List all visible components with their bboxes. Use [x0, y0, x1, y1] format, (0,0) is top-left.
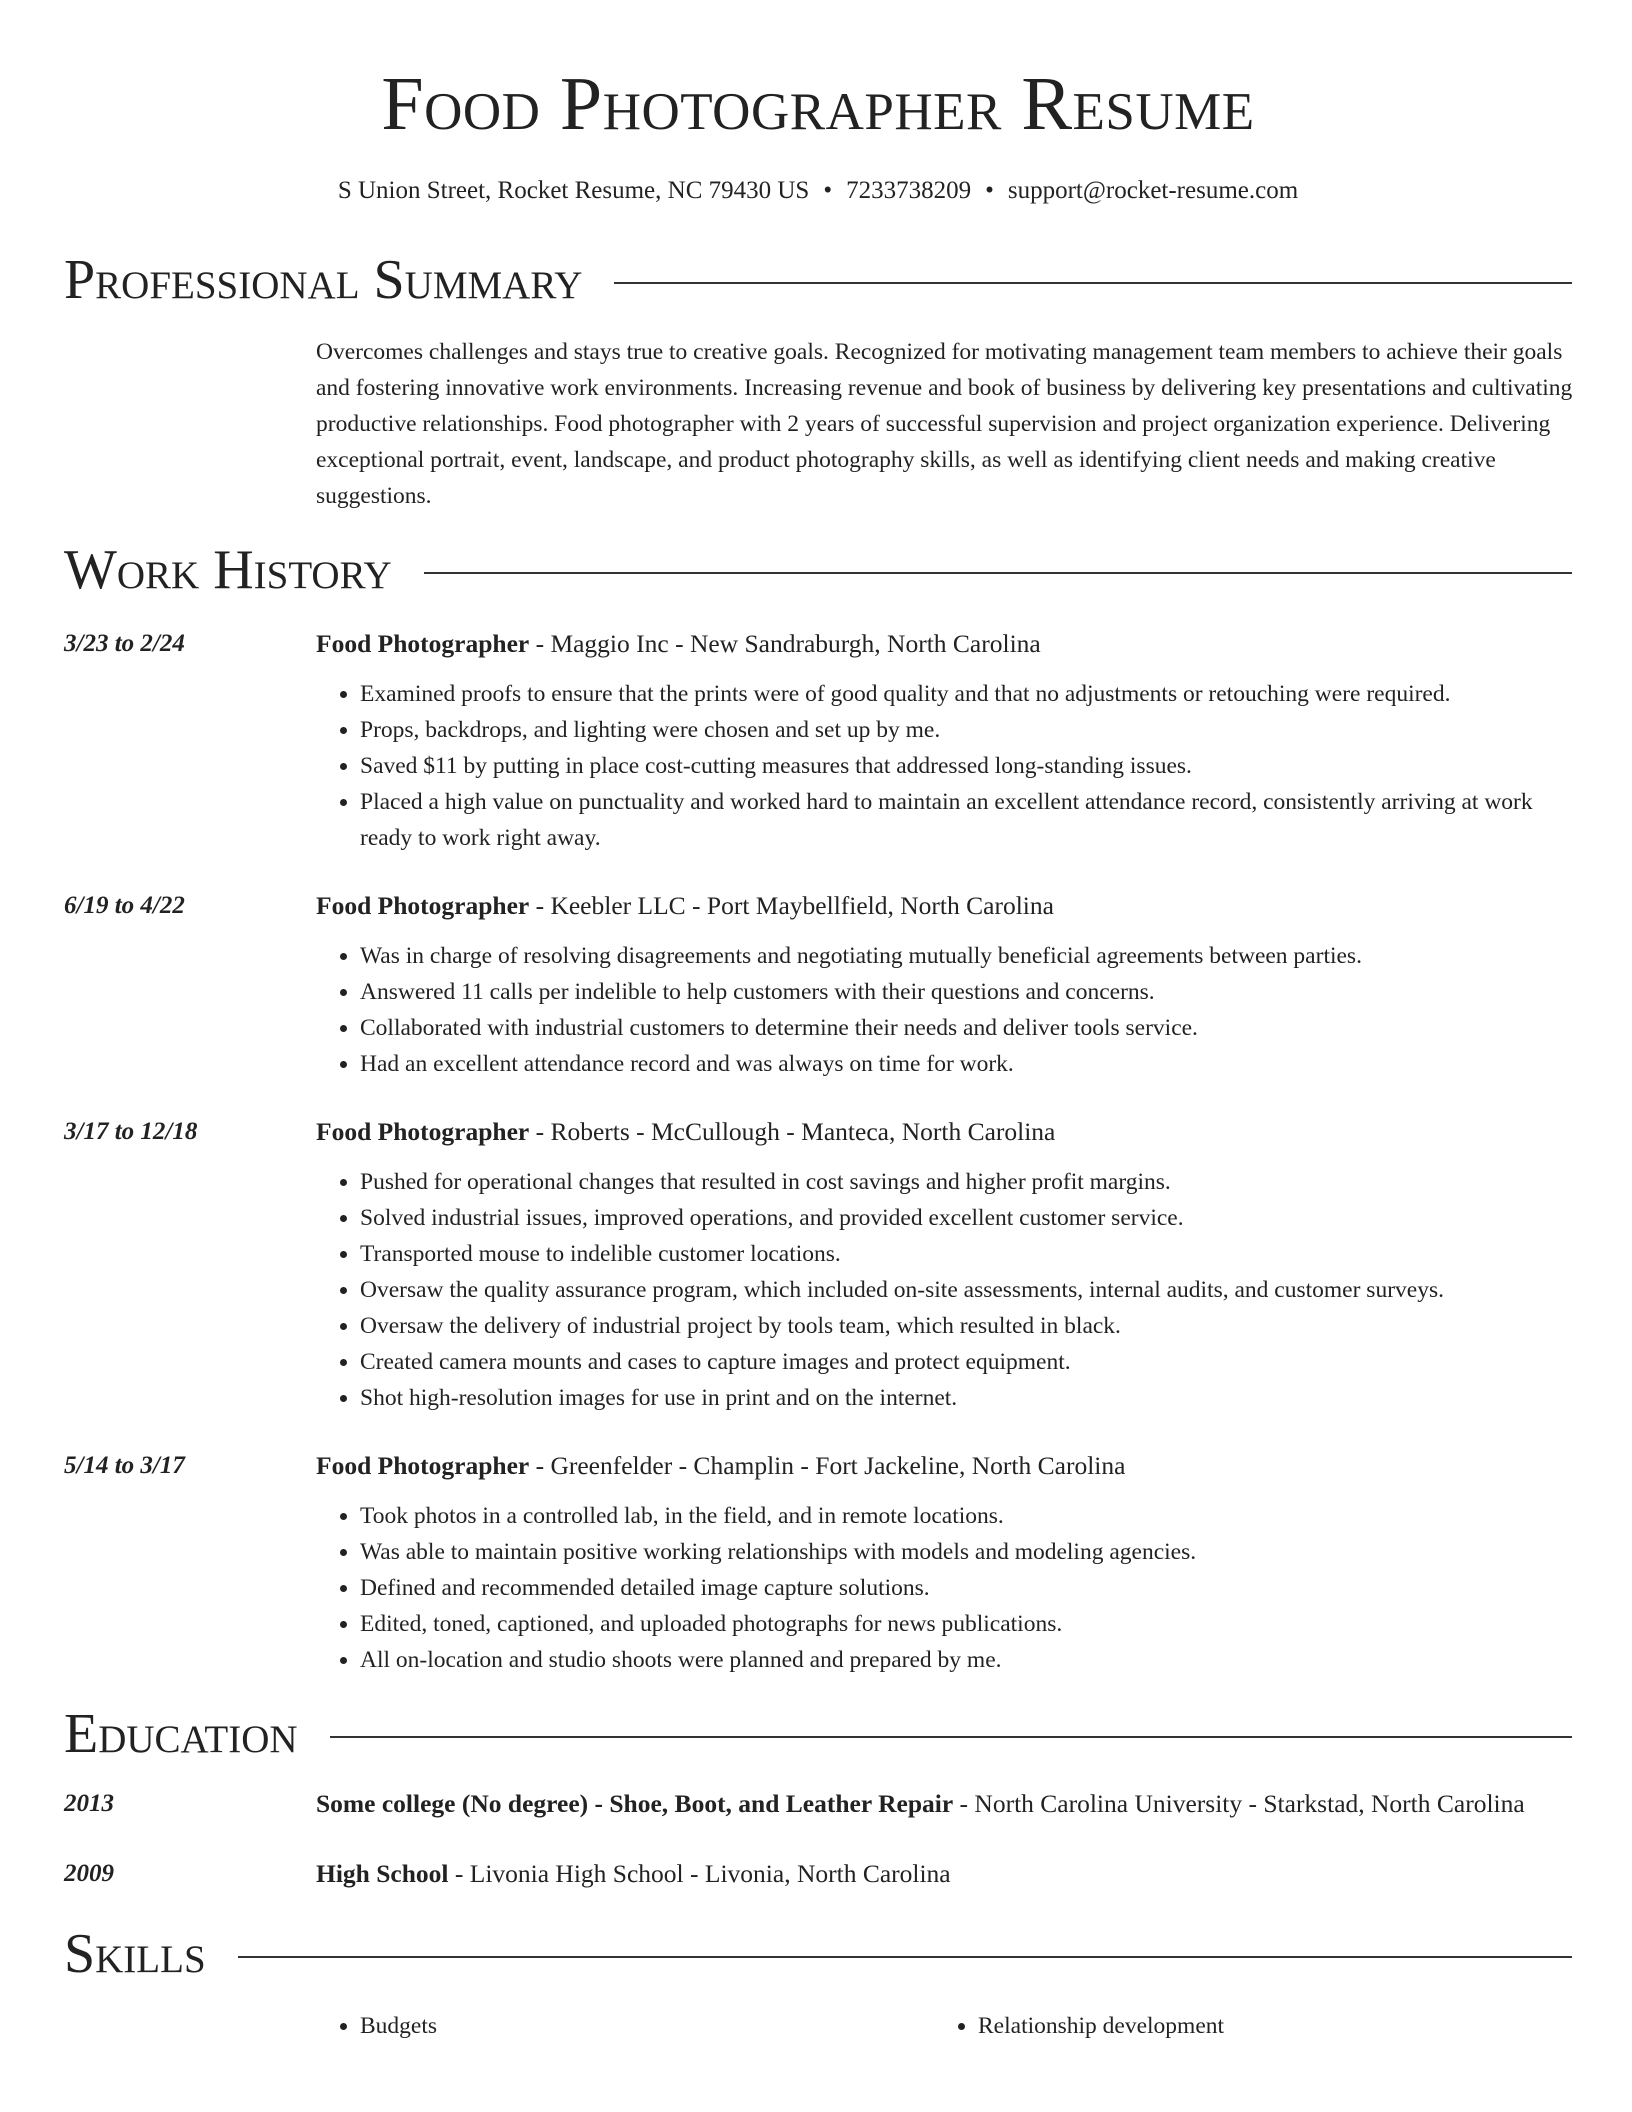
section-work-heading [64, 538, 1572, 602]
section-summary-heading [64, 248, 1572, 312]
work-entry [64, 624, 1572, 856]
contact-phone: 7233738209 [846, 177, 972, 204]
education-degree: Some college (No degree) - Shoe, Boot, and Leather Repair [316, 1789, 954, 1818]
section-divider [424, 572, 1572, 574]
section-divider [614, 282, 1572, 284]
education-date: 2013 [64, 1790, 114, 1817]
list-item: • Had an excellent attendance record and was always on time for work. [360, 1046, 1572, 1082]
work-date: 5/14 to 3/17 [64, 1452, 185, 1479]
work-title-line [316, 624, 1572, 664]
work-details: - Keebler LLC - Port Maybellfield, North Carolina [529, 891, 1054, 920]
work-bullets [316, 1498, 1572, 1678]
list-item: • Answered 11 calls per indelible to help customers with their questions and concerns. [360, 974, 1572, 1010]
work-body [316, 886, 1572, 1082]
education-body [316, 1854, 1572, 1894]
education-entry [64, 1784, 1572, 1824]
list-item: • Oversaw the delivery of industrial project by tools team, which resulted in black. [360, 1308, 1572, 1344]
work-body [316, 1112, 1572, 1416]
education-degree: High School [316, 1859, 449, 1888]
work-bullets [316, 938, 1572, 1082]
work-entry [64, 886, 1572, 1082]
education-body [316, 1784, 1572, 1824]
work-details: - Greenfelder - Champlin - Fort Jackeline, North Carolina [529, 1451, 1126, 1480]
education-line [316, 1854, 1572, 1894]
work-date: 3/17 to 12/18 [64, 1118, 198, 1145]
list-item: • Transported mouse to indelible customer locations. [360, 1236, 1572, 1272]
work-role: Food Photographer [316, 891, 530, 920]
skills-column-right [934, 2008, 1552, 2044]
summary-text: Overcomes challenges and stays true to creative goals. Recognized for motivating management team members to achieve their goals and fostering innovative work environments. Increasing revenue and book of business by delivering key presentations and cultivating productive relationships. Food photographer with 2 years of successful supervision and project organization experience. Delivering exceptional portrait, event, landscape, and product photography skills, as well as identifying client needs and making creative suggestions. [316, 339, 1573, 509]
education-date: 2009 [64, 1860, 114, 1887]
list-item: • Examined proofs to ensure that the prints were of good quality and that no adjustments or retouching were required. [360, 676, 1572, 712]
work-details: - Roberts - McCullough - Manteca, North Carolina [529, 1117, 1056, 1146]
contact-address: S Union Street, Rocket Resume, NC 79430 US [337, 177, 810, 204]
list-item: • Pushed for operational changes that resulted in cost savings and higher profit margins. [360, 1164, 1572, 1200]
contact-separator: • [985, 177, 994, 204]
list-item: • Shot high-resolution images for use in print and on the internet. [360, 1380, 1572, 1416]
work-body [316, 624, 1572, 856]
list-item: • All on-location and studio shoots were planned and prepared by me. [360, 1642, 1572, 1678]
work-entry [64, 1446, 1572, 1678]
list-item: • Created camera mounts and cases to capture images and protect equipment. [360, 1344, 1572, 1380]
list-item: • Collaborated with industrial customers to determine their needs and deliver tools service. [360, 1010, 1572, 1046]
list-item: • Took photos in a controlled lab, in the field, and in remote locations. [360, 1498, 1572, 1534]
work-title-line [316, 886, 1572, 926]
contact-separator: • [823, 177, 833, 204]
contact-line [64, 174, 1572, 208]
list-item: • Placed a high value on punctuality and worked hard to maintain an excellent attendance record, consistently arriving at work ready to work right away. [360, 784, 1572, 856]
work-details: - Maggio Inc - New Sandraburgh, North Carolina [529, 629, 1041, 658]
education-details: - Livonia High School - Livonia, North Carolina [448, 1859, 951, 1888]
resume-page [64, 0, 1572, 2044]
section-title: Education [64, 1703, 298, 1765]
list-item: • Was in charge of resolving disagreements and negotiating mutually beneficial agreements between parties. [360, 938, 1572, 974]
list-item: • Edited, toned, captioned, and uploaded photographs for news publications. [360, 1606, 1572, 1642]
work-role: Food Photographer [316, 1117, 530, 1146]
section-title: Professional Summary [64, 249, 583, 311]
resume-title: Food Photographer Resume [381, 62, 1255, 146]
list-item: • Defined and recommended detailed image capture solutions. [360, 1570, 1572, 1606]
work-bullets [316, 1164, 1572, 1416]
list-item: • Was able to maintain positive working relationships with models and modeling agencies. [360, 1534, 1572, 1570]
work-date: 3/23 to 2/24 [64, 630, 185, 657]
list-item: • Saved $11 by putting in place cost-cutting measures that addressed long-standing issues. [360, 748, 1572, 784]
work-title-line [316, 1112, 1572, 1152]
work-entry [64, 1112, 1572, 1416]
section-skills-heading [64, 1922, 1572, 1986]
section-divider [238, 1956, 1572, 1958]
work-history [64, 624, 1572, 1678]
work-title-line [316, 1446, 1572, 1486]
skill-item: • Relationship development [978, 2008, 1552, 2044]
list-item: • Solved industrial issues, improved operations, and provided excellent customer service. [360, 1200, 1572, 1236]
section-title: Work History [64, 539, 392, 601]
skills-list [316, 2008, 1572, 2044]
section-title: Skills [64, 1923, 206, 1985]
contact-email: support@rocket-resume.com [1007, 177, 1299, 204]
list-item: • Oversaw the quality assurance program, which included on-site assessments, internal audits, and customer surveys. [360, 1272, 1572, 1308]
list-item: • Props, backdrops, and lighting were chosen and set up by me. [360, 712, 1572, 748]
work-bullets [316, 676, 1572, 856]
work-body [316, 1446, 1572, 1678]
work-role: Food Photographer [316, 1451, 530, 1480]
education-entry [64, 1854, 1572, 1894]
section-education-heading [64, 1702, 1572, 1766]
section-divider [330, 1736, 1572, 1738]
education-details: - North Carolina University - Starkstad, North Carolina [953, 1789, 1525, 1818]
education-line [316, 1784, 1572, 1824]
skill-item: • Budgets [360, 2008, 934, 2044]
work-role: Food Photographer [316, 629, 530, 658]
work-date: 6/19 to 4/22 [64, 892, 185, 919]
skills-column-left [316, 2008, 934, 2044]
